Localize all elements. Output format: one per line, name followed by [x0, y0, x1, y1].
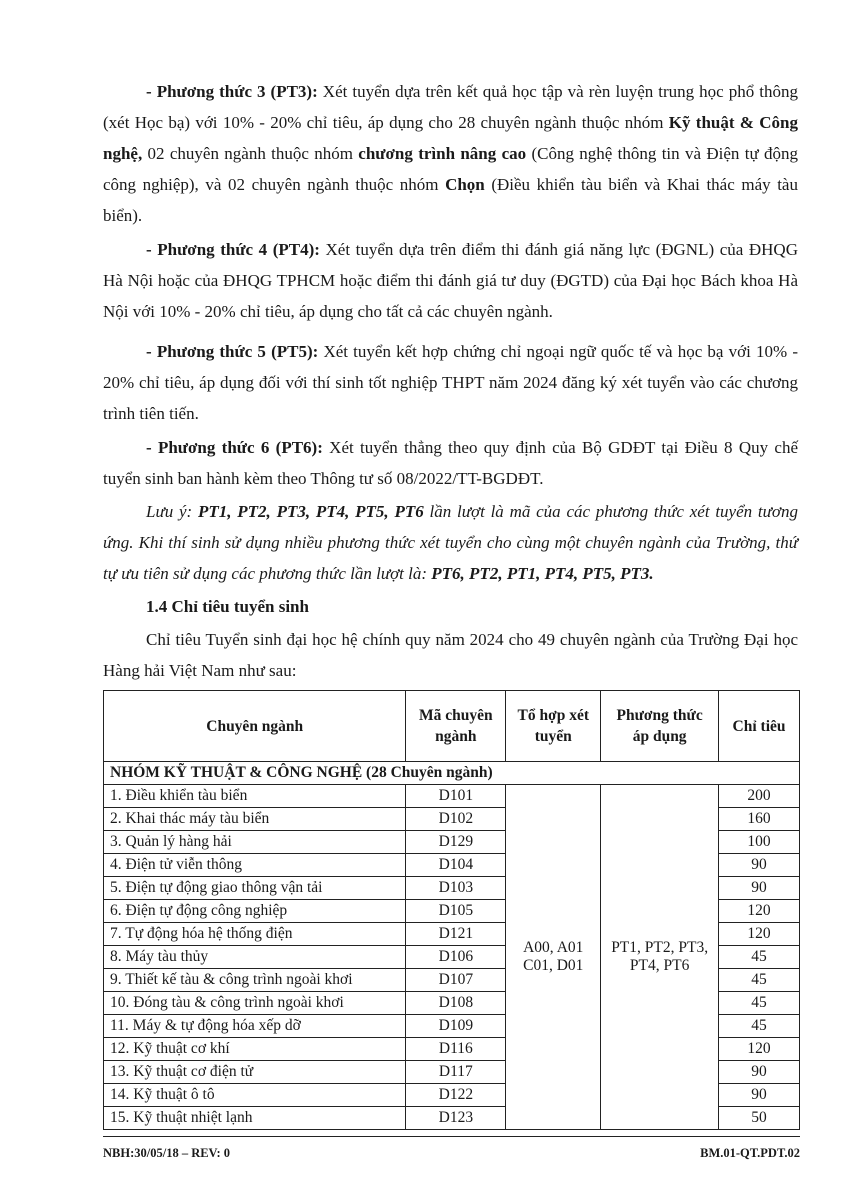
paragraph-pt4: [103, 234, 798, 327]
pt4-text: Xét tuyển dựa trên điểm thi đánh giá năng lực (ĐGNL) của ĐHQG Hà Nội hoặc của ĐHQG TPHCM hoặc điểm thi đánh giá tư duy (ĐGTD) của Đại học Bách khoa Hà Nội với 10% - 20% chỉ tiêu, áp dụng cho tất cả các chuyên ngành.: [103, 240, 798, 321]
cell-major-code: D105: [406, 900, 506, 923]
quota-table: [103, 690, 800, 1130]
cell-quota: 45: [719, 992, 800, 1015]
cell-major-name: 7. Tự động hóa hệ thống điện: [104, 923, 406, 946]
paragraph-pt3: [103, 76, 798, 231]
paragraph-pt5: [103, 336, 798, 429]
cell-quota: 50: [719, 1107, 800, 1130]
note-bold-1: PT1, PT2, PT3, PT4, PT5, PT6: [197, 502, 424, 521]
cell-quota: 200: [719, 785, 800, 808]
footer-right: BM.01-QT.PDT.02: [700, 1146, 800, 1160]
header-quota: Chỉ tiêu: [719, 691, 800, 762]
cell-quota: 90: [719, 877, 800, 900]
cell-major-name: 6. Điện tự động công nghiệp: [104, 900, 406, 923]
cell-major-name: 15. Kỹ thuật nhiệt lạnh: [104, 1107, 406, 1130]
cell-major-name: 14. Kỹ thuật ô tô: [104, 1084, 406, 1107]
pt4-label: - Phương thức 4 (PT4):: [146, 240, 320, 259]
pt3-bold-1: Kỹ thuật & Công nghệ,: [103, 113, 798, 163]
cell-major-code: D103: [406, 877, 506, 900]
footer-left: NBH:30/05/18 – REV: 0: [103, 1146, 230, 1160]
cell-quota: 120: [719, 923, 800, 946]
cell-major-name: 3. Quản lý hàng hải: [104, 831, 406, 854]
cell-major-name: 11. Máy & tự động hóa xếp dỡ: [104, 1015, 406, 1038]
cell-major-code: D104: [406, 854, 506, 877]
cell-major-code: D123: [406, 1107, 506, 1130]
group-row: [104, 762, 800, 785]
cell-quota: 100: [719, 831, 800, 854]
header-major: Chuyên ngành: [104, 691, 406, 762]
cell-major-name: 13. Kỹ thuật cơ điện tử: [104, 1061, 406, 1084]
cell-major-code: D122: [406, 1084, 506, 1107]
cell-major-name: 2. Khai thác máy tàu biển: [104, 808, 406, 831]
pt3-bold-2: chương trình nâng cao: [358, 144, 527, 163]
cell-quota: 90: [719, 854, 800, 877]
cell-major-name: 4. Điện tử viễn thông: [104, 854, 406, 877]
pt3-text-3: (Công nghệ thông tin và Điện tự động công nghiệp), và 02 chuyên ngành thuộc nhóm: [103, 144, 798, 194]
group-title: NHÓM KỸ THUẬT & CÔNG NGHỆ (28 Chuyên ngành): [104, 762, 800, 785]
pt5-text: Xét tuyển kết hợp chứng chỉ ngoại ngữ quốc tế và học bạ với 10% - 20% chỉ tiêu, áp dụng đối với thí sinh tốt nghiệp THPT năm 2024 đăng ký xét tuyển vào các chương trình tiên tiến.: [103, 342, 798, 423]
section-heading: 1.4 Chỉ tiêu tuyển sinh: [146, 597, 309, 616]
cell-major-code: D117: [406, 1061, 506, 1084]
note-prefix: Lưu ý:: [146, 502, 198, 521]
pt3-bold-3: Chọn: [445, 175, 485, 194]
table-header-row: [104, 691, 800, 762]
pt3-label: - Phương thức 3 (PT3):: [146, 82, 318, 101]
cell-major-code: D109: [406, 1015, 506, 1038]
cell-combo: A00, A01 C01, D01: [506, 785, 601, 1130]
cell-major-code: D101: [406, 785, 506, 808]
cell-major-name: 5. Điện tự động giao thông vận tải: [104, 877, 406, 900]
cell-method: PT1, PT2, PT3, PT4, PT6: [601, 785, 719, 1130]
pt6-text: Xét tuyển thẳng theo quy định của Bộ GDĐT tại Điều 8 Quy chế tuyển sinh ban hành kèm theo Thông tư số 08/2022/TT-BGDĐT.: [103, 438, 798, 488]
header-combo: Tổ hợp xét tuyển: [506, 691, 601, 762]
note-text: lần lượt là mã của các phương thức xét tuyển tương ứng. Khi thí sinh sử dụng nhiều phương thức xét tuyển cho cùng một chuyên ngành của Trường, thứ tự ưu tiên sử dụng các phương thức lần lượt là:: [103, 502, 798, 583]
cell-quota: 120: [719, 1038, 800, 1061]
cell-quota: 45: [719, 969, 800, 992]
page-footer: [103, 1136, 800, 1161]
cell-major-name: 10. Đóng tàu & công trình ngoài khơi: [104, 992, 406, 1015]
cell-quota: 160: [719, 808, 800, 831]
cell-quota: 45: [719, 946, 800, 969]
cell-major-code: D108: [406, 992, 506, 1015]
pt5-label: - Phương thức 5 (PT5):: [146, 342, 319, 361]
pt3-text-4: (Điều khiển tàu biển và Khai thác máy tàu biển).: [103, 175, 798, 225]
cell-major-code: D121: [406, 923, 506, 946]
header-method: Phương thức áp dụng: [601, 691, 719, 762]
paragraph-note: [103, 496, 798, 589]
cell-major-code: D116: [406, 1038, 506, 1061]
cell-major-code: D129: [406, 831, 506, 854]
header-code: Mã chuyên ngành: [406, 691, 506, 762]
cell-quota: 90: [719, 1061, 800, 1084]
pt3-text-2: 02 chuyên ngành thuộc nhóm: [142, 144, 359, 163]
cell-major-name: 12. Kỹ thuật cơ khí: [104, 1038, 406, 1061]
pt3-text-1: Xét tuyển dựa trên kết quả học tập và rèn luyện trung học phổ thông (xét Học bạ) với 10% - 20% chỉ tiêu, áp dụng cho 28 chuyên ngành thuộc nhóm: [103, 82, 799, 132]
cell-major-name: 1. Điều khiển tàu biển: [104, 785, 406, 808]
cell-major-code: D107: [406, 969, 506, 992]
cell-quota: 45: [719, 1015, 800, 1038]
cell-quota: 90: [719, 1084, 800, 1107]
cell-major-name: 8. Máy tàu thủy: [104, 946, 406, 969]
cell-quota: 120: [719, 900, 800, 923]
pt6-label: - Phương thức 6 (PT6):: [146, 438, 323, 457]
cell-major-code: D102: [406, 808, 506, 831]
paragraph-intro: Chỉ tiêu Tuyển sinh đại học hệ chính quy năm 2024 cho 49 chuyên ngành của Trường Đại học Hàng hải Việt Nam như sau:: [103, 630, 798, 680]
table-row: [104, 785, 800, 808]
note-bold-2: PT6, PT2, PT1, PT4, PT5, PT3.: [431, 564, 654, 583]
cell-major-code: D106: [406, 946, 506, 969]
cell-major-name: 9. Thiết kế tàu & công trình ngoài khơi: [104, 969, 406, 992]
paragraph-pt6: [103, 432, 798, 494]
